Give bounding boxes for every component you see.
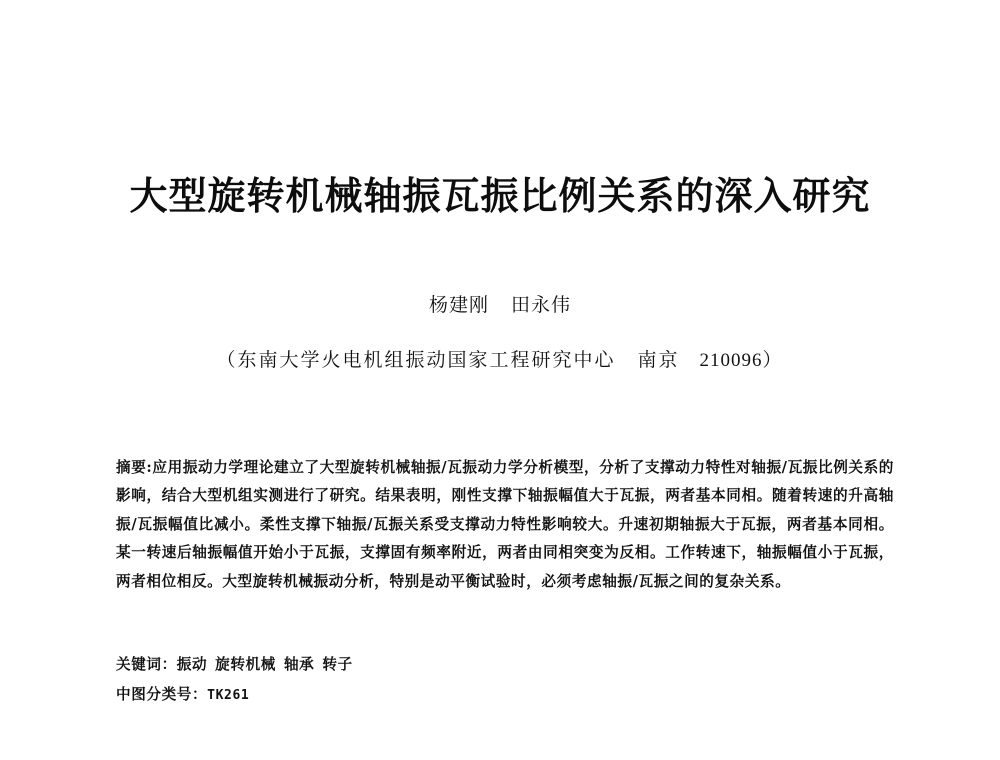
keyword: 转子 [322, 656, 353, 673]
keyword: 旋转机械 [215, 656, 276, 673]
affiliation [0, 344, 1000, 377]
classification-code: TK261 [207, 688, 250, 703]
abstract-text: 应用振动力学理论建立了大型旋转机械轴振/瓦振动力学分析模型，分析了支撑动力特性对轴振/瓦振比例关系的影响，结合大型机组实测进行了研究。结果表明，刚性支撑下轴振幅值大于瓦振，两者基本同相。随着转速的升高轴振/瓦振幅值比减小。柔性支撑下轴振/瓦振关系受支撑动力特性影响较大。升速初期轴振大于瓦振，两者基本同相。某一转速后轴振幅值开始小于瓦振，支撑固有频率附近，两者由同相突变为反相。工作转速下，轴振幅值小于瓦振，两者相位相反。大型旋转机械振动分析，特别是动平衡试验时，必须考虑轴振/瓦振之间的复杂关系。 [116, 459, 894, 590]
classification-label: 中图分类号： [116, 686, 208, 703]
keyword: 轴承 [283, 656, 315, 673]
keyword: 振动 [176, 656, 208, 673]
abstract-separator: : [146, 459, 153, 476]
abstract [116, 454, 894, 596]
abstract-label: 摘要 [116, 459, 147, 476]
affiliation-city: 南京 [637, 349, 680, 371]
keywords [116, 654, 894, 676]
affiliation-institution: 东南大学火电机组振动国家工程研究中心 [237, 349, 616, 371]
affiliation-postal-code: 210096 [699, 350, 763, 371]
paper-title: 大型旋转机械轴振瓦振比例关系的深入研究 [129, 174, 871, 218]
keywords-label: 关键词： [116, 656, 177, 673]
author-list [0, 290, 1000, 320]
author-name: 杨建刚 [428, 294, 489, 316]
author-name: 田永伟 [511, 294, 572, 316]
classification-number [116, 684, 894, 707]
affiliation-close-paren: ） [762, 349, 784, 371]
affiliation-open-paren: （ [216, 349, 238, 371]
